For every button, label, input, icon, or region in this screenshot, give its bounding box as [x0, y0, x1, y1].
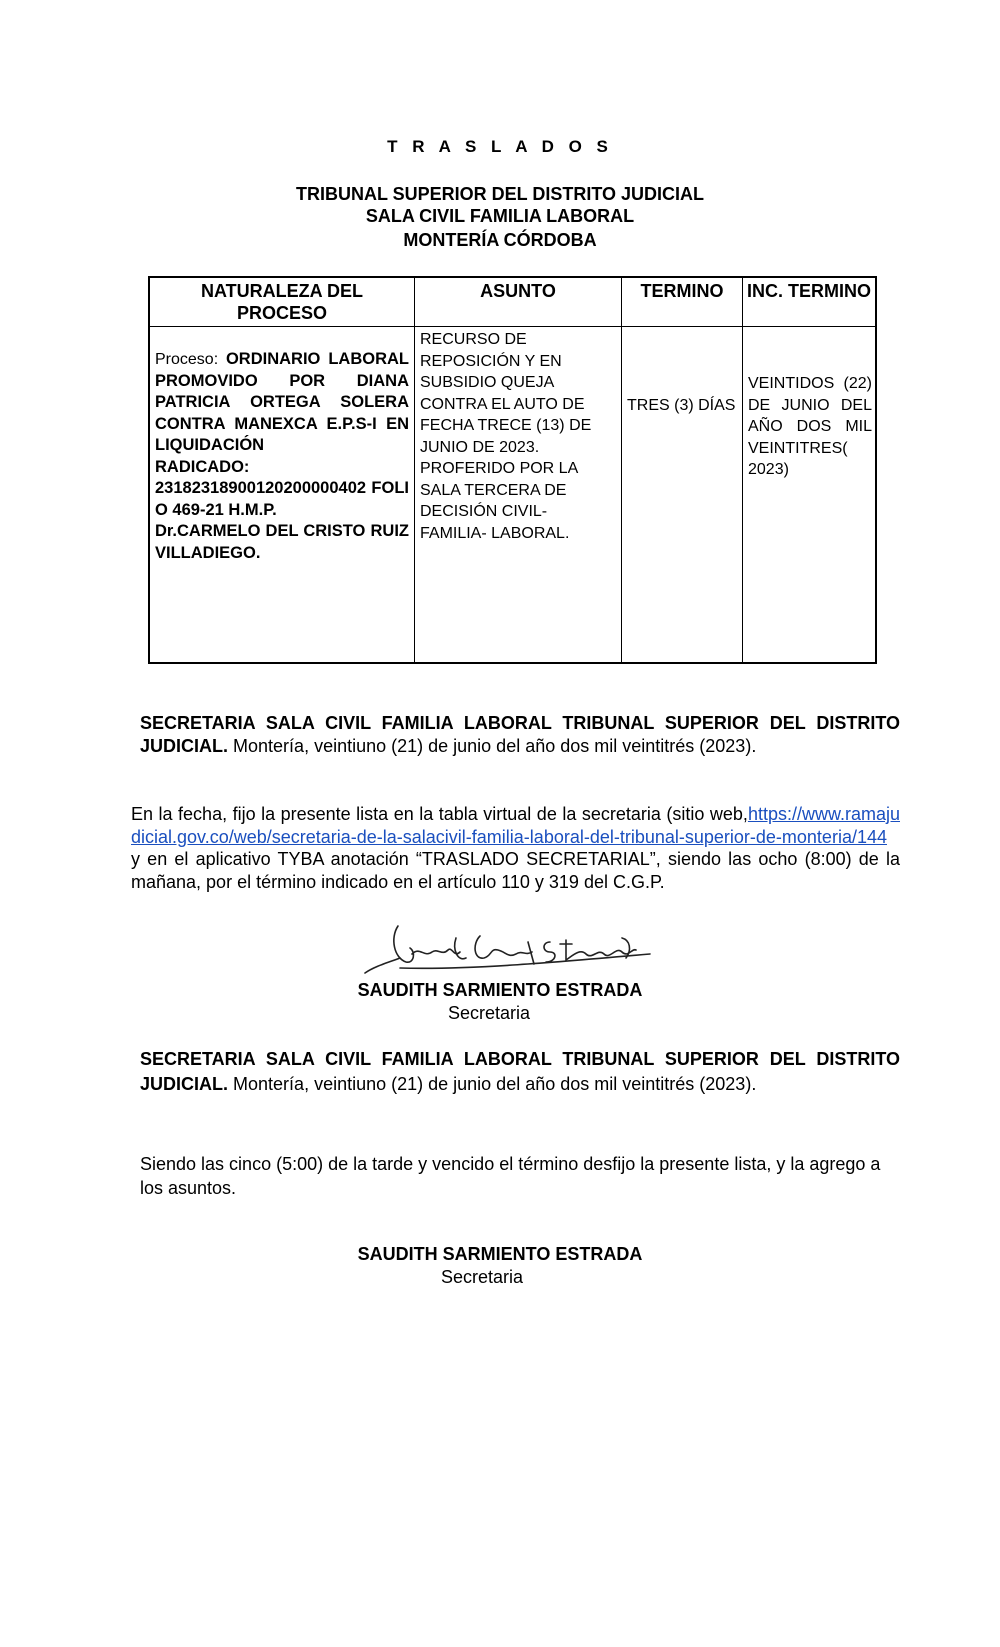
radicado-number: 23182318900120200000402 FOLIO 469-21 H.M.P. — [155, 479, 409, 519]
cell-naturaleza — [149, 327, 415, 664]
desfijacion-heading-paragraph — [140, 1047, 900, 1097]
desfijacion-signer-role: Secretaria — [441, 1267, 524, 1287]
court-chamber: SALA CIVIL FAMILIA LABORAL — [365, 206, 635, 226]
header-asunto: ASUNTO — [415, 277, 622, 327]
table-row — [149, 327, 876, 664]
secretaria-website-link[interactable]: https://www.ramajudicial.gov.co/web/secretaria-de-la-salacivil-familia-laboral-del-tribunal-superior-de-monteria/144 — [131, 804, 900, 847]
fijacion-heading-paragraph — [140, 712, 900, 757]
desfijacion-signer-name: SAUDITH SARMIENTO ESTRADA — [357, 1244, 643, 1264]
fijacion-signer-name: SAUDITH SARMIENTO ESTRADA — [357, 980, 643, 1000]
handwritten-signature — [360, 918, 660, 976]
proceso-label: Proceso: — [155, 351, 219, 368]
fijacion-date: Montería, veintiuno (21) de junio del año dos mil veintitrés (2023). — [233, 735, 757, 756]
fijacion-body-start: En la fecha, fijo la presente lista en la tabla virtual de la secretaria (sitio web, — [131, 804, 748, 824]
cell-asunto: RECURSO DE REPOSICIÓN Y EN SUBSIDIO QUEJA CONTRA EL AUTO DE FECHA TRECE (13) DE JUNIO DE 2023. PROFERIDO POR LA SALA TERCERA DE DECISIÓN CIVIL- FAMILIA- LABORAL. — [415, 327, 622, 664]
court-city: MONTERÍA CÓRDOBA — [403, 230, 597, 250]
proceso-text: ORDINARIO LABORAL PROMOVIDO POR DIANA PATRICIA ORTEGA SOLERA CONTRA MANEXCA E.P.S-I EN LIQUIDACIÓN — [155, 350, 409, 454]
desfijacion-heading: SECRETARIA SALA CIVIL FAMILIA LABORAL TRIBUNAL SUPERIOR DEL DISTRITO JUDICIAL. — [140, 1049, 900, 1094]
fijacion-body-end: y en el aplicativo TYBA anotación “TRASLADO SECRETARIAL”, siendo las ocho (8:00) de la mañana, por el término indicado en el artículo 110 y 319 del C.G.P. — [131, 849, 900, 892]
court-name: TRIBUNAL SUPERIOR DEL DISTRITO JUDICIAL — [295, 184, 705, 204]
traslados-table — [148, 276, 877, 664]
fijacion-body — [131, 803, 900, 893]
magistrado-name: Dr.CARMELO DEL CRISTO RUIZ VILLADIEGO. — [155, 522, 409, 562]
desfijacion-body: Siendo las cinco (5:00) de la tarde y vencido el término desfijo la presente lista, y la agrego a los asuntos. — [140, 1154, 881, 1198]
header-inc-termino: INC. TERMINO — [743, 277, 877, 327]
fijacion-signer-role: Secretaria — [448, 1003, 531, 1023]
radicado-label: RADICADO: — [155, 457, 250, 476]
document-title: T R A S L A D O S — [387, 137, 613, 156]
table-header-row — [149, 277, 876, 327]
header-termino: TERMINO — [622, 277, 743, 327]
cell-termino: TRES (3) DÍAS — [622, 327, 743, 664]
fijacion-heading: SECRETARIA SALA CIVIL FAMILIA LABORAL TRIBUNAL SUPERIOR DEL DISTRITO JUDICIAL. — [140, 713, 900, 756]
header-naturaleza: NATURALEZA DEL PROCESO — [149, 277, 415, 327]
cell-inc-termino: VEINTIDOS (22) DE JUNIO DEL AÑO DOS MIL VEINTITRES( 2023) — [743, 327, 877, 664]
desfijacion-date: Montería, veintiuno (21) de junio del año dos mil veintitrés (2023). — [233, 1074, 757, 1094]
